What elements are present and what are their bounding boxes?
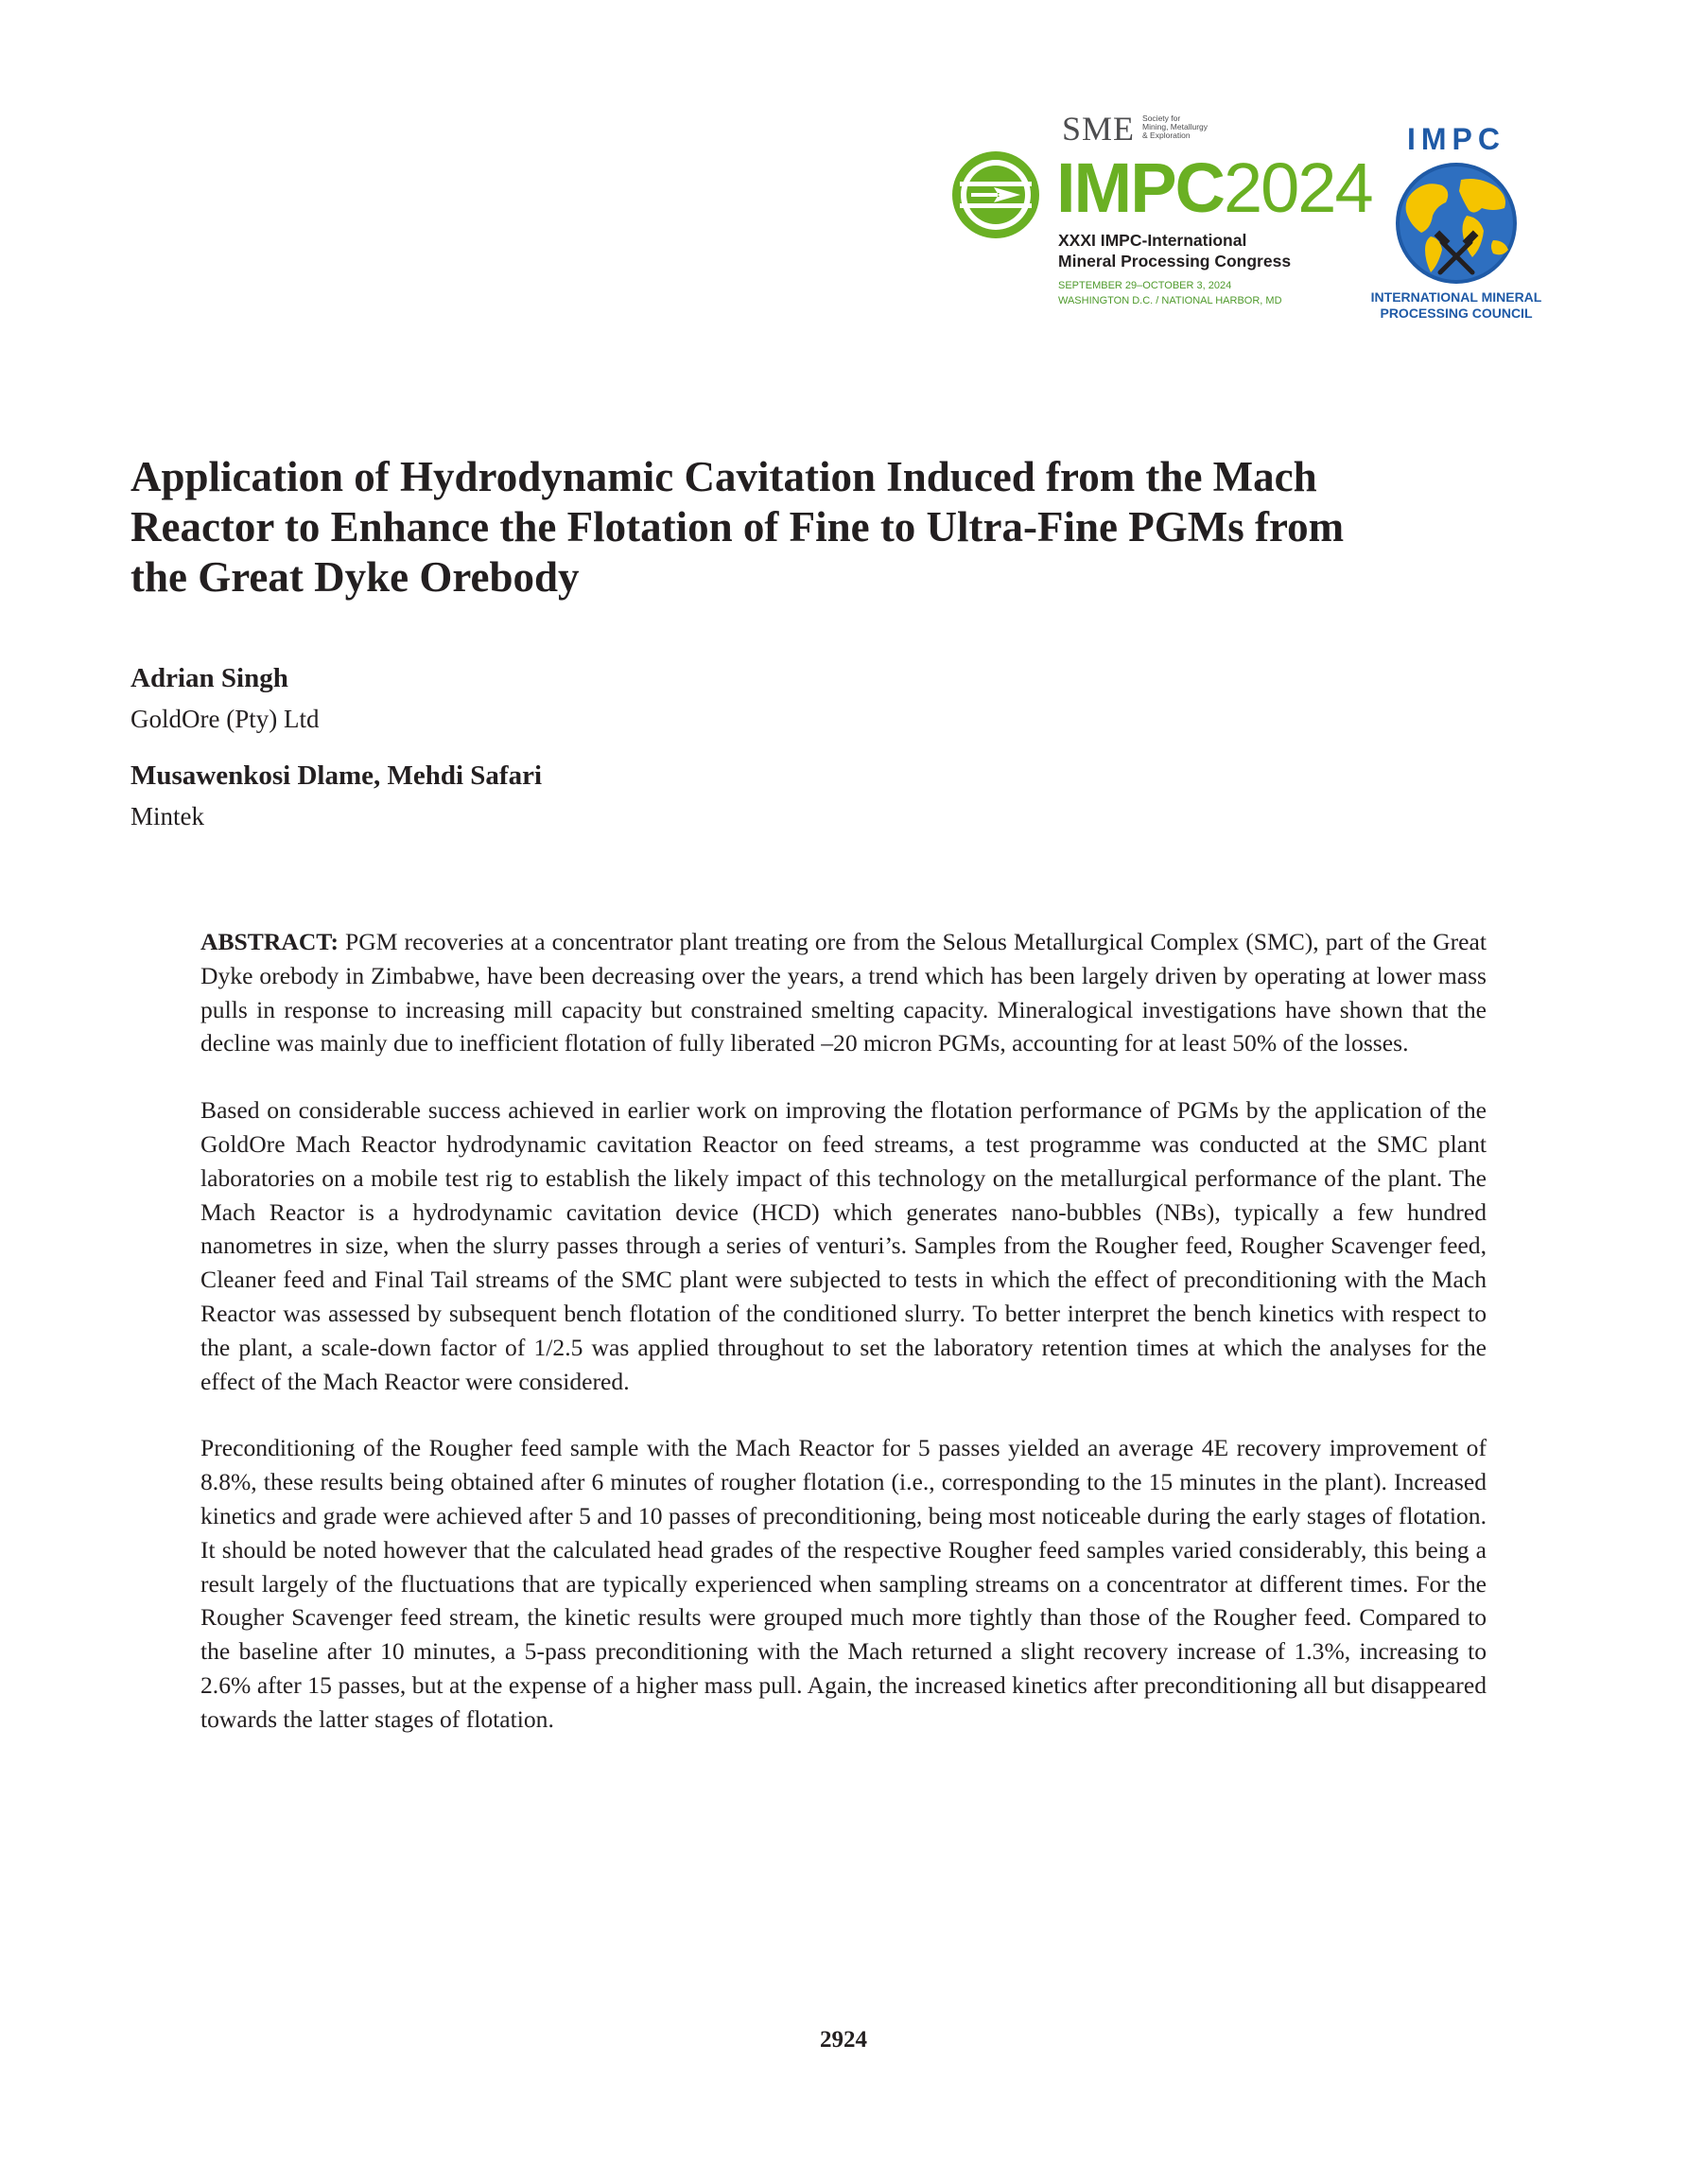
sme-wordmark: SME — [1062, 110, 1136, 148]
abstract-text: PGM recoveries at a concentrator plant treating ore from the Selous Metallurgical Complex (SMC), part of the Great Dyke orebody in Zimbabwe, have been decreasing over the years, a trend which has been largely driven by operating at lower mass pulls in response to increasing mill capacity but constrained smelting capacity. Mineralogical investigations have shown that the decline was mainly due to inefficient flotation of fully liberated –20 micron PGMs, accounting for at least 50% of the losses. — [200, 928, 1487, 1057]
author-names: Adrian Singh — [130, 663, 288, 693]
author-names: Musawenkosi Dlame, Mehdi Safari — [130, 760, 542, 791]
congress-name-line: Mineral Processing Congress — [1058, 252, 1292, 271]
impc2024-word: IMPC — [1056, 149, 1224, 227]
sme-subtitle — [1142, 114, 1227, 140]
council-name-line: INTERNATIONAL MINERAL — [1370, 289, 1542, 305]
globe-icon — [1376, 159, 1537, 288]
abstract-label: ABSTRACT: — [200, 928, 339, 955]
congress-name-line: XXXI IMPC-International — [1058, 231, 1247, 250]
impc2024-wordmark — [1056, 149, 1372, 227]
council-wordmark: IMPC — [1407, 122, 1505, 156]
congress-location: WASHINGTON D.C. / NATIONAL HARBOR, MD — [1058, 295, 1282, 306]
impc-council-logo — [1362, 123, 1551, 331]
sme-logo — [1062, 112, 1227, 153]
impc2024-year: 2024 — [1224, 149, 1372, 227]
sme-subtitle-line: Society for — [1142, 114, 1181, 123]
author-affiliation: Mintek — [130, 802, 204, 830]
abstract — [200, 925, 1487, 1770]
sme-subtitle-line: Mining, Metallurgy — [1142, 122, 1209, 131]
abstract-paragraph — [200, 925, 1487, 1060]
sme-subtitle-line: & Exploration — [1142, 131, 1191, 140]
abstract-paragraph: Based on considerable success achieved in earlier work on improving the flotation performance of PGMs by the application of the GoldOre Mach Reactor hydrodynamic cavitation Reactor on feed streams, a test programme was conducted at the SMC plant laboratories on a mobile test rig to establish the likely impact of this technology on the metallurgical performance of the plant. The Mach Reactor is a hydrodynamic cavitation device (HCD) which generates nano-bubbles (NBs), typically a few hundred nanometres in size, when the slurry passes through a series of venturi’s. Samples from the Rougher feed, Rougher Scavenger feed, Cleaner feed and Final Tail streams of the SMC plant were subjected to tests in which the effect of preconditioning with the Mach Reactor was assessed by subsequent bench flotation of the conditioned slurry. To better interpret the bench kinetics with respect to the plant, a scale-down factor of 1/2.5 was applied throughout to set the laboratory retention times at which the analyses for the effect of the Mach Reactor were considered. — [200, 1096, 1487, 1395]
impc2024-logo — [950, 110, 1372, 327]
congress-dates: SEPTEMBER 29–OCTOBER 3, 2024 — [1058, 280, 1232, 291]
impc2024-emblem-icon — [950, 149, 1041, 240]
abstract-paragraph: Preconditioning of the Rougher feed sample with the Mach Reactor for 5 passes yielded an average 4E recovery improvement of 8.8%, these results being obtained after 6 minutes of rougher flotation (i.e., corresponding to the 15 minutes in the plant). Increased kinetics and grade were achieved after 5 and 10 passes of preconditioning, being most noticeable during the early stages of flotation. It should be noted however that the calculated head grades of the respective Rougher feed samples varied considerably, this being a result largely of the fluctuations that are typically experienced when sampling streams on a concentrator at different times. For the Rougher Scavenger feed stream, the kinetic results were grouped much more tightly than those of the Rougher feed. Compared to the baseline after 10 minutes, a 5-pass preconditioning with the Mach returned a slight recovery increase of 1.3%, increasing to 2.6% after 15 passes, but at the expense of a higher mass pull. Again, the increased kinetics after preconditioning all but disappeared towards the latter stages of flotation. — [200, 1434, 1487, 1733]
council-name-line: PROCESSING COUNCIL — [1380, 306, 1533, 321]
paper-title: Application of Hydrodynamic Cavitation Induced from the Mach Reactor to Enhance the Flotation of Fine to Ultra-Fine PGMs from the Great Dyke Orebody — [130, 453, 1345, 601]
author-affiliation: GoldOre (Pty) Ltd — [130, 705, 320, 733]
page-number: 2924 — [820, 2027, 867, 2053]
